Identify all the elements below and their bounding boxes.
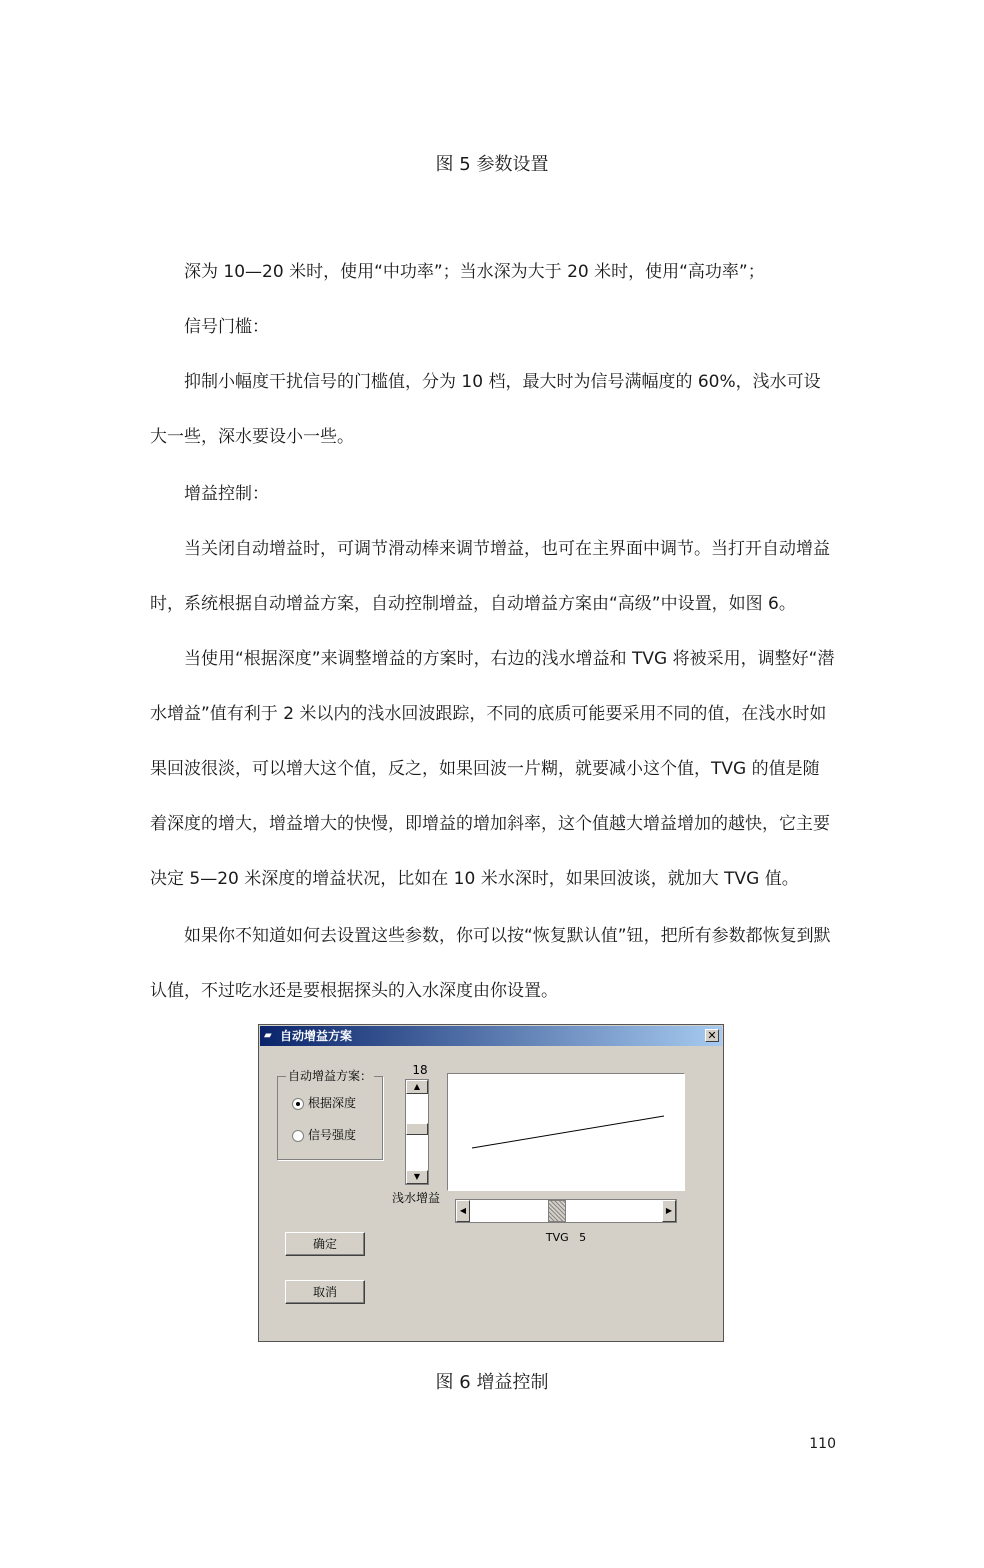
scroll-thumb[interactable] [406,1123,428,1135]
dialog-title: 自动增益方案 [280,1029,353,1043]
paragraph-4: 增益控制： [184,484,269,504]
page-number: 110 [809,1436,836,1452]
gain-scheme-group-label: 自动增益方案： [288,1069,373,1083]
radio-selected-icon [292,1098,304,1110]
tvg-label: TVG [545,1231,569,1244]
radio-by-depth-label: 根据深度 [308,1096,357,1110]
close-button[interactable]: ✕ [705,1029,719,1042]
app-icon: ▰ [264,1030,272,1041]
gain-scheme-group [277,1069,383,1160]
shallow-gain-scrollbar[interactable] [405,1079,429,1185]
paragraph-2: 信号门槛： [184,317,269,337]
paragraph-5: 当关闭自动增益时，可调节滑动棒来调节增益，也可在主界面中调节。当打开自动增益时，系统根据自动增益方案，自动控制增益，自动增益方案由“高级”中设置，如图 6。 [150,539,830,614]
scroll-down-button[interactable]: ▼ [406,1170,428,1184]
radio-by-depth[interactable] [292,1095,356,1111]
tvg-scroll-thumb[interactable] [548,1200,566,1222]
figure-5-caption: 图 5 参数设置 [435,154,549,175]
gain-curve-graph [447,1073,685,1191]
radio-by-signal[interactable] [292,1127,356,1143]
shallow-gain-value: 18 [412,1063,428,1077]
scroll-up-button[interactable]: ▲ [406,1080,428,1094]
radio-unselected-icon [292,1130,304,1142]
ok-button[interactable]: 确定 [285,1232,365,1256]
paragraph-1: 深为 10—20 米时，使用“中功率”；当水深为大于 20 米时，使用“高功率”； [184,262,765,282]
gain-curve-line [472,1116,664,1148]
paragraph-7: 如果你不知道如何去设置这些参数，你可以按“恢复默认值”钮，把所有参数都恢复到默认值，不过吃水还是要根据探头的入水深度由你设置。 [150,926,831,1001]
figure-6-caption: 图 6 增益控制 [435,1372,549,1393]
cancel-button[interactable]: 取消 [285,1280,365,1304]
radio-by-signal-label: 信号强度 [308,1128,357,1142]
scroll-left-button[interactable]: ◀ [456,1200,470,1222]
paragraph-6: 当使用“根据深度”来调整增益的方案时，右边的浅水增益和 TVG 将被采用，调整好“潜水增益”值有利于 2 米以内的浅水回波跟踪，不同的底质可能要采用不同的值，在浅水时如果回波很淡，可以增大这个值，反之，如果回波一片糊，就要减小这个值，TVG 的值是随着深度的增大，增益增大的快慢，即增益的增加斜率，这个值越大增益增加的越快，它主要决定 5—20 米深度的增益状况，比如在 10 米水深时，如果回波谈，就加大 TVG 值。 [150,649,835,889]
gain-curve-svg [448,1074,684,1190]
auto-gain-dialog [258,1024,724,1342]
tvg-value: 5 [579,1231,587,1244]
tvg-readout [455,1231,677,1244]
shallow-gain-label: 浅水增益 [391,1191,440,1205]
dialog-titlebar [260,1026,722,1046]
tvg-scrollbar[interactable] [455,1199,677,1223]
scroll-right-button[interactable]: ▶ [662,1200,676,1222]
paragraph-3: 抑制小幅度干扰信号的门槛值，分为 10 档，最大时为信号满幅度的 60%，浅水可设大一些，深水要设小一些。 [150,372,821,447]
